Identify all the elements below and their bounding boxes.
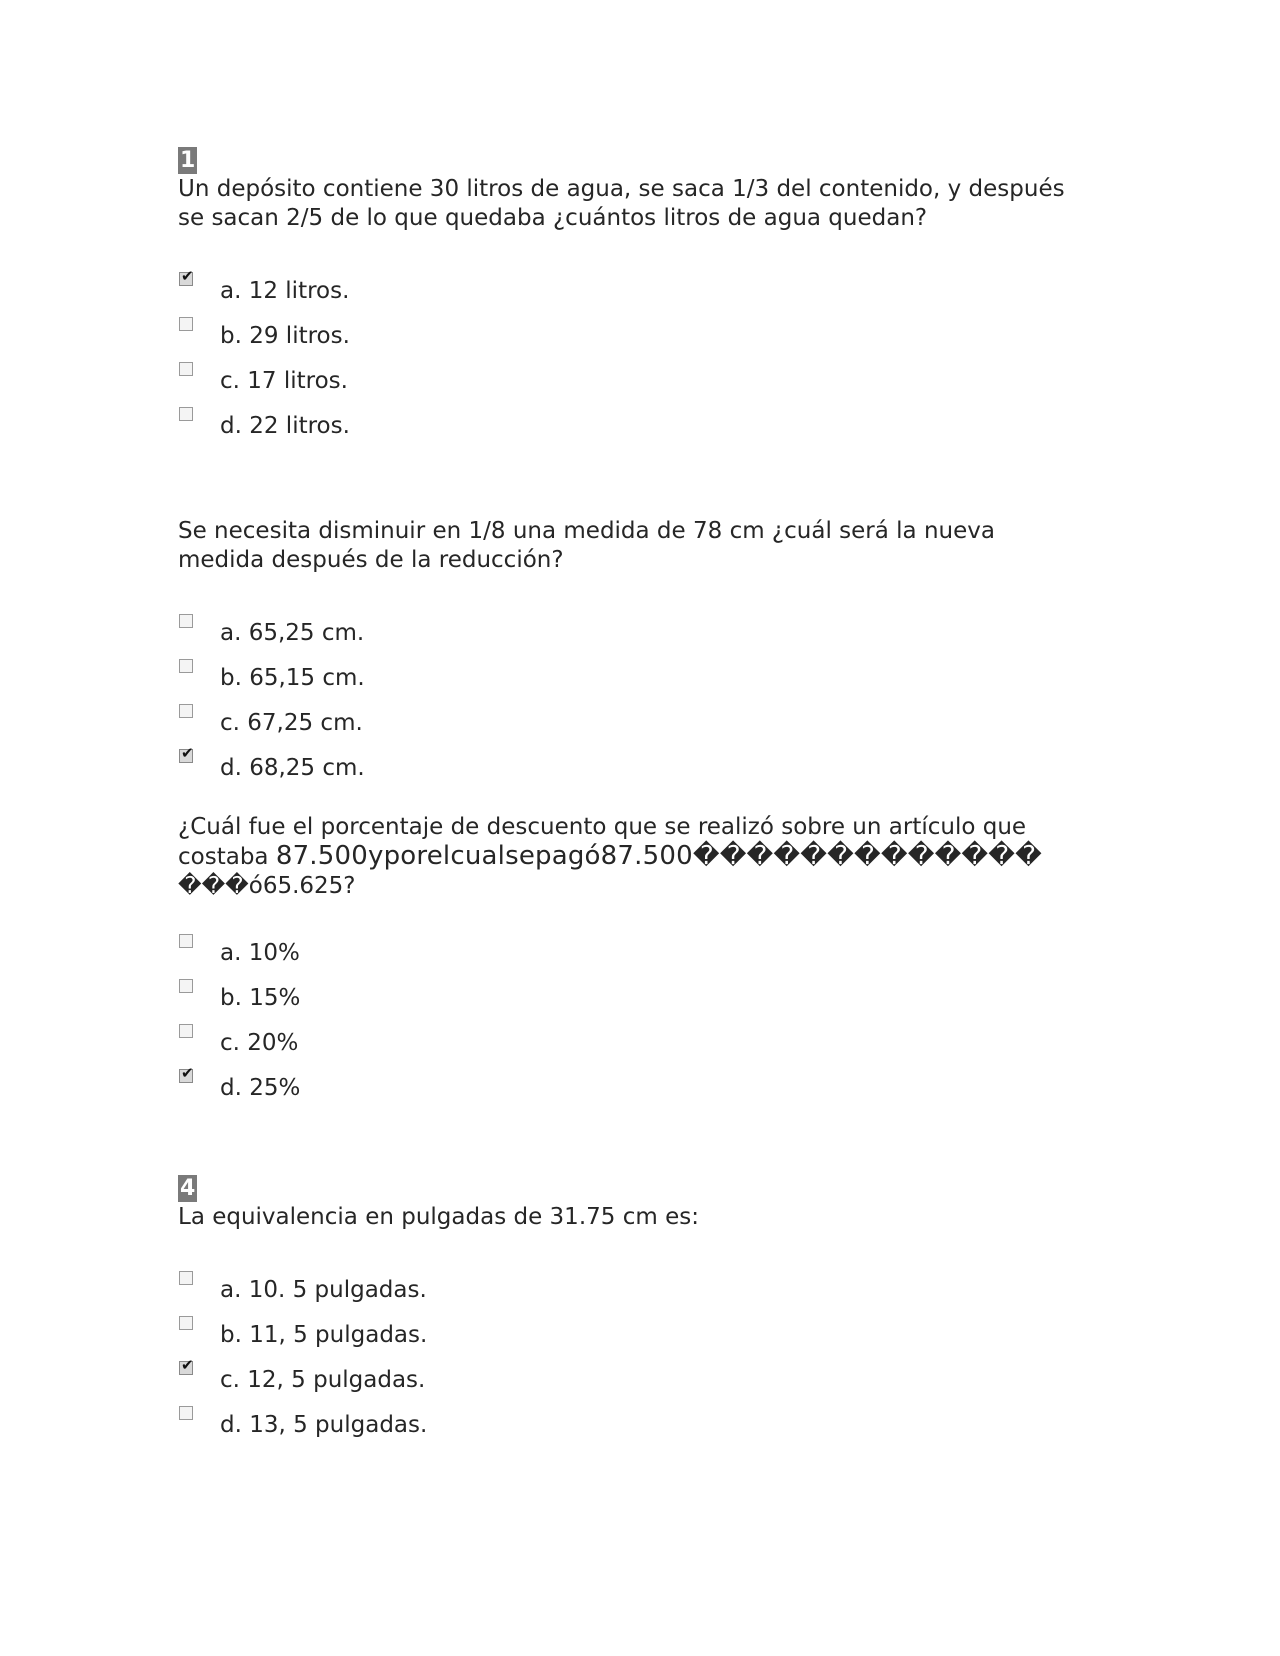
- question-text-prefix: costaba: [178, 844, 276, 870]
- question-4: [178, 1175, 1078, 1448]
- answer-label: c. 17 litros.: [220, 368, 348, 394]
- checkmark-icon: ✔: [181, 1356, 194, 1374]
- checkmark-icon: ✔: [181, 744, 194, 762]
- question-text: La equivalencia en pulgadas de 31.75 cm es:: [178, 1204, 699, 1230]
- checkbox[interactable]: [179, 614, 193, 628]
- checkmark-icon: ✔: [181, 267, 194, 285]
- answer-label: d. 22 litros.: [220, 413, 350, 439]
- checkbox-checked[interactable]: [179, 267, 194, 286]
- answer-label: c. 12, 5 pulgadas.: [220, 1367, 426, 1393]
- answer-list: [178, 931, 1078, 1111]
- checkbox-checked[interactable]: [179, 744, 194, 763]
- answer-option-a[interactable]: [178, 1268, 1078, 1313]
- checkbox-checked[interactable]: [179, 1356, 194, 1375]
- answer-list: [178, 269, 1078, 449]
- question-text-garbled: 87.500yporelcualsepagó87.500�������������: [275, 841, 1043, 871]
- answer-label: d. 13, 5 pulgadas.: [220, 1412, 428, 1438]
- answer-option-d[interactable]: [178, 1066, 1078, 1111]
- answer-label: b. 65,15 cm.: [220, 665, 365, 691]
- checkbox-checked[interactable]: [179, 1064, 194, 1083]
- answer-option-b[interactable]: [178, 314, 1078, 359]
- checkbox[interactable]: [179, 934, 193, 948]
- question-1: [178, 147, 1078, 449]
- question-text-line: ���ó65.625?: [178, 873, 356, 899]
- answer-option-d[interactable]: [178, 746, 1078, 791]
- answer-option-c[interactable]: [178, 701, 1078, 746]
- checkbox[interactable]: [179, 407, 193, 421]
- answer-option-b[interactable]: [178, 976, 1078, 1021]
- checkmark-icon: ✔: [181, 1064, 194, 1082]
- answer-label: c. 20%: [220, 1030, 299, 1056]
- answer-option-b[interactable]: [178, 1313, 1078, 1358]
- answer-option-c[interactable]: [178, 1021, 1078, 1066]
- answer-list: [178, 611, 1078, 791]
- checkbox[interactable]: [179, 979, 193, 993]
- checkbox[interactable]: [179, 704, 193, 718]
- answer-label: a. 10. 5 pulgadas.: [220, 1277, 427, 1303]
- answer-option-d[interactable]: [178, 404, 1078, 449]
- question-text-line: ¿Cuál fue el porcentaje de descuento que se realizó sobre un artículo que: [178, 814, 1027, 840]
- answer-option-b[interactable]: [178, 656, 1078, 701]
- checkbox[interactable]: [179, 1024, 193, 1038]
- answer-list: [178, 1268, 1078, 1448]
- answer-label: a. 10%: [220, 940, 300, 966]
- question-number: 4: [180, 1176, 196, 1201]
- answer-label: c. 67,25 cm.: [220, 710, 363, 736]
- checkbox[interactable]: [179, 1406, 193, 1420]
- answer-label: d. 68,25 cm.: [220, 755, 365, 781]
- answer-option-c[interactable]: [178, 359, 1078, 404]
- answer-label: d. 25%: [220, 1075, 301, 1101]
- checkbox[interactable]: [179, 1271, 193, 1285]
- question-text: [178, 813, 1078, 901]
- answer-label: a. 65,25 cm.: [220, 620, 365, 646]
- question-2: [178, 517, 1078, 791]
- question-3: [178, 813, 1078, 1111]
- answer-label: a. 12 litros.: [220, 278, 350, 304]
- question-number: 1: [180, 148, 196, 173]
- answer-label: b. 15%: [220, 985, 301, 1011]
- answer-option-c[interactable]: [178, 1358, 1078, 1403]
- answer-label: b. 11, 5 pulgadas.: [220, 1322, 428, 1348]
- question-text: Un depósito contiene 30 litros de agua, se saca 1/3 del contenido, y después se sacan 2/5 de lo que quedaba ¿cuántos litros de agua quedan?: [178, 176, 1065, 231]
- checkbox[interactable]: [179, 659, 193, 673]
- answer-option-a[interactable]: [178, 931, 1078, 976]
- question-text: Se necesita disminuir en 1/8 una medida de 78 cm ¿cuál será la nueva medida después de la reducción?: [178, 518, 995, 573]
- checkbox[interactable]: [179, 317, 193, 331]
- answer-option-a[interactable]: [178, 611, 1078, 656]
- answer-option-d[interactable]: [178, 1403, 1078, 1448]
- answer-label: b. 29 litros.: [220, 323, 350, 349]
- checkbox[interactable]: [179, 1316, 193, 1330]
- answer-option-a[interactable]: [178, 269, 1078, 314]
- checkbox[interactable]: [179, 362, 193, 376]
